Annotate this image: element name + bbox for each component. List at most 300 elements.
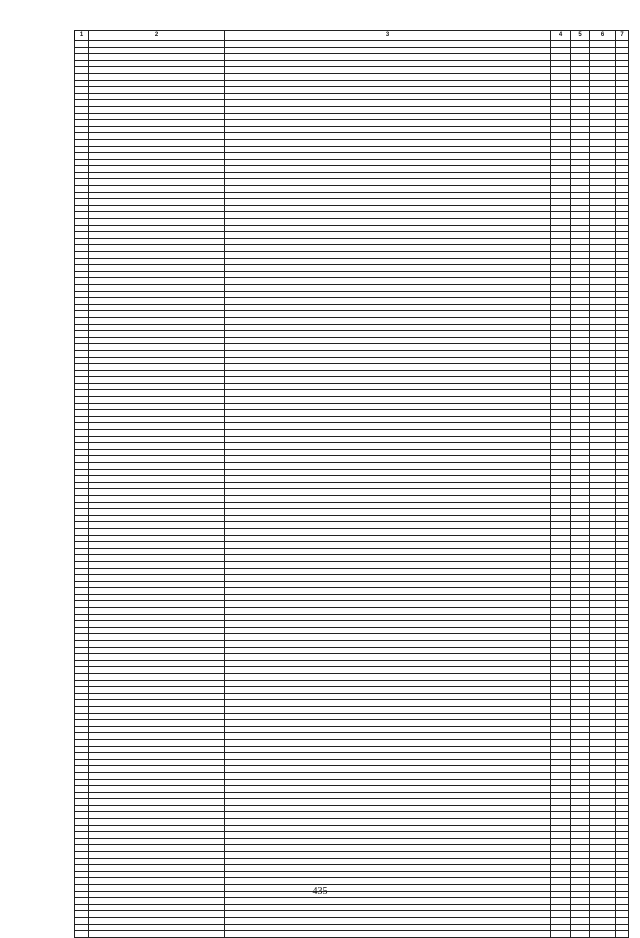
row-year-built (551, 522, 571, 529)
row-year-built (551, 430, 571, 437)
row-address (89, 317, 225, 324)
row-number (75, 733, 89, 740)
table-row (75, 489, 629, 496)
row-address (89, 561, 225, 568)
row-planned-period (590, 377, 616, 384)
row-work-description (225, 904, 551, 911)
row-address (89, 911, 225, 918)
row-year-built (551, 106, 571, 113)
row-number (75, 390, 89, 397)
row-year-built (551, 575, 571, 582)
row-extra (616, 601, 629, 608)
row-year-last-repair (571, 687, 590, 694)
row-work-description (225, 568, 551, 575)
row-planned-period (590, 594, 616, 601)
row-number (75, 706, 89, 713)
row-extra (616, 133, 629, 140)
row-year-built (551, 463, 571, 470)
row-work-description (225, 917, 551, 924)
row-extra (616, 192, 629, 199)
row-extra (616, 153, 629, 160)
row-address (89, 792, 225, 799)
row-number (75, 627, 89, 634)
table-row (75, 904, 629, 911)
row-work-description (225, 311, 551, 318)
row-planned-period (590, 113, 616, 120)
row-year-built (551, 271, 571, 278)
row-planned-period (590, 80, 616, 87)
row-work-description (225, 845, 551, 852)
row-number (75, 258, 89, 265)
row-year-built (551, 674, 571, 681)
row-planned-period (590, 858, 616, 865)
row-number (75, 298, 89, 305)
row-extra (616, 799, 629, 806)
row-year-last-repair (571, 377, 590, 384)
row-address (89, 350, 225, 357)
row-work-description (225, 284, 551, 291)
row-year-last-repair (571, 621, 590, 628)
row-extra (616, 779, 629, 786)
table-row (75, 779, 629, 786)
row-extra (616, 700, 629, 707)
row-extra (616, 120, 629, 127)
row-year-built (551, 126, 571, 133)
row-planned-period (590, 720, 616, 727)
row-year-built (551, 733, 571, 740)
row-year-last-repair (571, 232, 590, 239)
row-planned-period (590, 805, 616, 812)
register-table (74, 30, 629, 938)
row-year-last-repair (571, 416, 590, 423)
table-row (75, 733, 629, 740)
row-planned-period (590, 87, 616, 94)
table-row (75, 179, 629, 186)
row-year-built (551, 799, 571, 806)
row-extra (616, 47, 629, 54)
row-work-description (225, 106, 551, 113)
row-work-description (225, 364, 551, 371)
table-row (75, 212, 629, 219)
row-work-description (225, 825, 551, 832)
row-number (75, 331, 89, 338)
row-extra (616, 542, 629, 549)
row-planned-period (590, 845, 616, 852)
row-extra (616, 245, 629, 252)
row-extra (616, 436, 629, 443)
row-extra (616, 515, 629, 522)
row-year-last-repair (571, 819, 590, 826)
table-row (75, 482, 629, 489)
row-year-built (551, 805, 571, 812)
row-year-last-repair (571, 726, 590, 733)
row-extra (616, 252, 629, 259)
row-year-built (551, 186, 571, 193)
row-extra (616, 60, 629, 67)
row-work-description (225, 805, 551, 812)
row-work-description (225, 205, 551, 212)
row-year-built (551, 172, 571, 179)
row-planned-period (590, 924, 616, 931)
row-number (75, 753, 89, 760)
row-work-description (225, 324, 551, 331)
row-year-built (551, 159, 571, 166)
table-row (75, 693, 629, 700)
table-row (75, 476, 629, 483)
table-row (75, 146, 629, 153)
row-address (89, 825, 225, 832)
row-number (75, 924, 89, 931)
row-year-built (551, 647, 571, 654)
row-address (89, 489, 225, 496)
row-extra (616, 278, 629, 285)
row-address (89, 265, 225, 272)
table-row (75, 232, 629, 239)
row-number (75, 832, 89, 839)
row-year-built (551, 133, 571, 140)
row-year-built (551, 509, 571, 516)
row-address (89, 904, 225, 911)
table-row (75, 192, 629, 199)
row-year-built (551, 344, 571, 351)
row-year-last-repair (571, 634, 590, 641)
table-row (75, 825, 629, 832)
row-number (75, 67, 89, 74)
table-row (75, 621, 629, 628)
row-extra (616, 172, 629, 179)
table-row (75, 87, 629, 94)
row-number (75, 357, 89, 364)
row-address (89, 331, 225, 338)
row-work-description (225, 146, 551, 153)
row-year-last-repair (571, 350, 590, 357)
table-row (75, 186, 629, 193)
row-number (75, 159, 89, 166)
row-address (89, 463, 225, 470)
row-year-last-repair (571, 898, 590, 905)
row-number (75, 350, 89, 357)
row-number (75, 383, 89, 390)
row-work-description (225, 535, 551, 542)
row-extra (616, 647, 629, 654)
row-extra (616, 146, 629, 153)
row-year-last-repair (571, 878, 590, 885)
row-year-built (551, 192, 571, 199)
row-planned-period (590, 390, 616, 397)
row-year-last-repair (571, 871, 590, 878)
row-extra (616, 258, 629, 265)
row-address (89, 621, 225, 628)
row-number (75, 60, 89, 67)
row-address (89, 271, 225, 278)
row-extra (616, 265, 629, 272)
row-year-built (551, 291, 571, 298)
row-year-built (551, 212, 571, 219)
row-year-last-repair (571, 660, 590, 667)
row-address (89, 845, 225, 852)
table-row (75, 47, 629, 54)
row-address (89, 403, 225, 410)
table-row (75, 561, 629, 568)
row-year-last-repair (571, 667, 590, 674)
row-extra (616, 739, 629, 746)
row-address (89, 436, 225, 443)
row-address (89, 522, 225, 529)
row-year-built (551, 258, 571, 265)
row-work-description (225, 133, 551, 140)
table-row (75, 568, 629, 575)
row-year-last-repair (571, 357, 590, 364)
row-address (89, 54, 225, 61)
row-year-built (551, 542, 571, 549)
row-year-built (551, 627, 571, 634)
table-row (75, 370, 629, 377)
row-address (89, 370, 225, 377)
row-number (75, 219, 89, 226)
row-address (89, 647, 225, 654)
row-address (89, 449, 225, 456)
row-work-description (225, 430, 551, 437)
row-extra (616, 106, 629, 113)
row-work-description (225, 647, 551, 654)
row-address (89, 357, 225, 364)
row-address (89, 931, 225, 938)
row-year-built (551, 832, 571, 839)
table-row (75, 106, 629, 113)
row-planned-period (590, 548, 616, 555)
row-address (89, 865, 225, 872)
table-row (75, 463, 629, 470)
row-number (75, 713, 89, 720)
row-year-built (551, 641, 571, 648)
row-address (89, 726, 225, 733)
row-number (75, 772, 89, 779)
row-planned-period (590, 350, 616, 357)
row-planned-period (590, 172, 616, 179)
row-planned-period (590, 186, 616, 193)
row-extra (616, 772, 629, 779)
row-year-last-repair (571, 192, 590, 199)
row-planned-period (590, 271, 616, 278)
row-extra (616, 489, 629, 496)
row-work-description (225, 726, 551, 733)
row-year-last-repair (571, 284, 590, 291)
row-number (75, 41, 89, 48)
row-address (89, 67, 225, 74)
row-address (89, 627, 225, 634)
row-extra (616, 746, 629, 753)
table-row (75, 706, 629, 713)
row-extra (616, 713, 629, 720)
row-address (89, 805, 225, 812)
row-year-last-repair (571, 865, 590, 872)
row-year-last-repair (571, 641, 590, 648)
row-year-built (551, 706, 571, 713)
row-work-description (225, 482, 551, 489)
row-year-built (551, 357, 571, 364)
row-year-built (551, 67, 571, 74)
row-planned-period (590, 324, 616, 331)
row-year-last-repair (571, 383, 590, 390)
row-planned-period (590, 832, 616, 839)
table-row (75, 153, 629, 160)
row-year-last-repair (571, 733, 590, 740)
row-year-built (551, 47, 571, 54)
row-address (89, 898, 225, 905)
row-extra (616, 825, 629, 832)
row-work-description (225, 304, 551, 311)
row-year-built (551, 278, 571, 285)
row-number (75, 397, 89, 404)
row-year-last-repair (571, 759, 590, 766)
row-address (89, 423, 225, 430)
row-year-built (551, 383, 571, 390)
row-extra (616, 100, 629, 107)
row-year-built (551, 746, 571, 753)
table-row (75, 924, 629, 931)
row-number (75, 416, 89, 423)
row-planned-period (590, 469, 616, 476)
table-row (75, 265, 629, 272)
row-number (75, 898, 89, 905)
row-number (75, 509, 89, 516)
row-extra (616, 456, 629, 463)
row-address (89, 680, 225, 687)
row-work-description (225, 179, 551, 186)
row-address (89, 667, 225, 674)
row-number (75, 838, 89, 845)
row-work-description (225, 766, 551, 773)
row-number (75, 403, 89, 410)
row-year-built (551, 581, 571, 588)
row-number (75, 265, 89, 272)
row-year-last-repair (571, 779, 590, 786)
row-address (89, 924, 225, 931)
row-extra (616, 54, 629, 61)
row-year-built (551, 594, 571, 601)
row-number (75, 238, 89, 245)
row-year-last-repair (571, 443, 590, 450)
row-work-description (225, 548, 551, 555)
table-row (75, 720, 629, 727)
row-planned-period (590, 825, 616, 832)
row-year-last-repair (571, 858, 590, 865)
row-year-last-repair (571, 812, 590, 819)
row-extra (616, 621, 629, 628)
row-address (89, 515, 225, 522)
row-work-description (225, 706, 551, 713)
row-extra (616, 878, 629, 885)
row-year-built (551, 252, 571, 259)
table-row (75, 819, 629, 826)
row-year-last-repair (571, 291, 590, 298)
table-row (75, 258, 629, 265)
table-row (75, 614, 629, 621)
table-row (75, 805, 629, 812)
row-year-last-repair (571, 212, 590, 219)
row-work-description (225, 502, 551, 509)
row-year-last-repair (571, 588, 590, 595)
row-work-description (225, 212, 551, 219)
row-year-last-repair (571, 317, 590, 324)
row-work-description (225, 700, 551, 707)
row-year-last-repair (571, 271, 590, 278)
row-planned-period (590, 588, 616, 595)
row-planned-period (590, 911, 616, 918)
row-number (75, 126, 89, 133)
row-year-built (551, 911, 571, 918)
row-number (75, 726, 89, 733)
row-work-description (225, 357, 551, 364)
row-year-built (551, 739, 571, 746)
row-extra (616, 304, 629, 311)
row-work-description (225, 258, 551, 265)
row-year-built (551, 93, 571, 100)
row-address (89, 126, 225, 133)
table-row (75, 291, 629, 298)
row-extra (616, 390, 629, 397)
row-extra (616, 93, 629, 100)
row-planned-period (590, 100, 616, 107)
row-work-description (225, 238, 551, 245)
row-extra (616, 113, 629, 120)
row-planned-period (590, 601, 616, 608)
row-year-last-repair (571, 258, 590, 265)
row-address (89, 199, 225, 206)
row-year-last-repair (571, 100, 590, 107)
row-work-description (225, 60, 551, 67)
row-planned-period (590, 700, 616, 707)
row-planned-period (590, 456, 616, 463)
row-extra (616, 548, 629, 555)
row-planned-period (590, 878, 616, 885)
row-year-last-repair (571, 555, 590, 562)
row-year-last-repair (571, 344, 590, 351)
row-work-description (225, 509, 551, 516)
row-extra (616, 786, 629, 793)
row-year-built (551, 364, 571, 371)
row-planned-period (590, 258, 616, 265)
row-work-description (225, 759, 551, 766)
row-work-description (225, 67, 551, 74)
row-work-description (225, 271, 551, 278)
row-year-last-repair (571, 238, 590, 245)
row-work-description (225, 41, 551, 48)
row-extra (616, 871, 629, 878)
row-planned-period (590, 819, 616, 826)
row-work-description (225, 291, 551, 298)
table-row (75, 898, 629, 905)
row-extra (616, 159, 629, 166)
row-work-description (225, 192, 551, 199)
row-number (75, 739, 89, 746)
row-address (89, 120, 225, 127)
row-planned-period (590, 397, 616, 404)
row-address (89, 186, 225, 193)
row-extra (616, 680, 629, 687)
row-work-description (225, 753, 551, 760)
table-row (75, 575, 629, 582)
row-year-last-repair (571, 720, 590, 727)
row-address (89, 324, 225, 331)
row-planned-period (590, 133, 616, 140)
row-planned-period (590, 364, 616, 371)
row-extra (616, 634, 629, 641)
row-work-description (225, 542, 551, 549)
table-row (75, 654, 629, 661)
row-work-description (225, 528, 551, 535)
row-address (89, 674, 225, 681)
